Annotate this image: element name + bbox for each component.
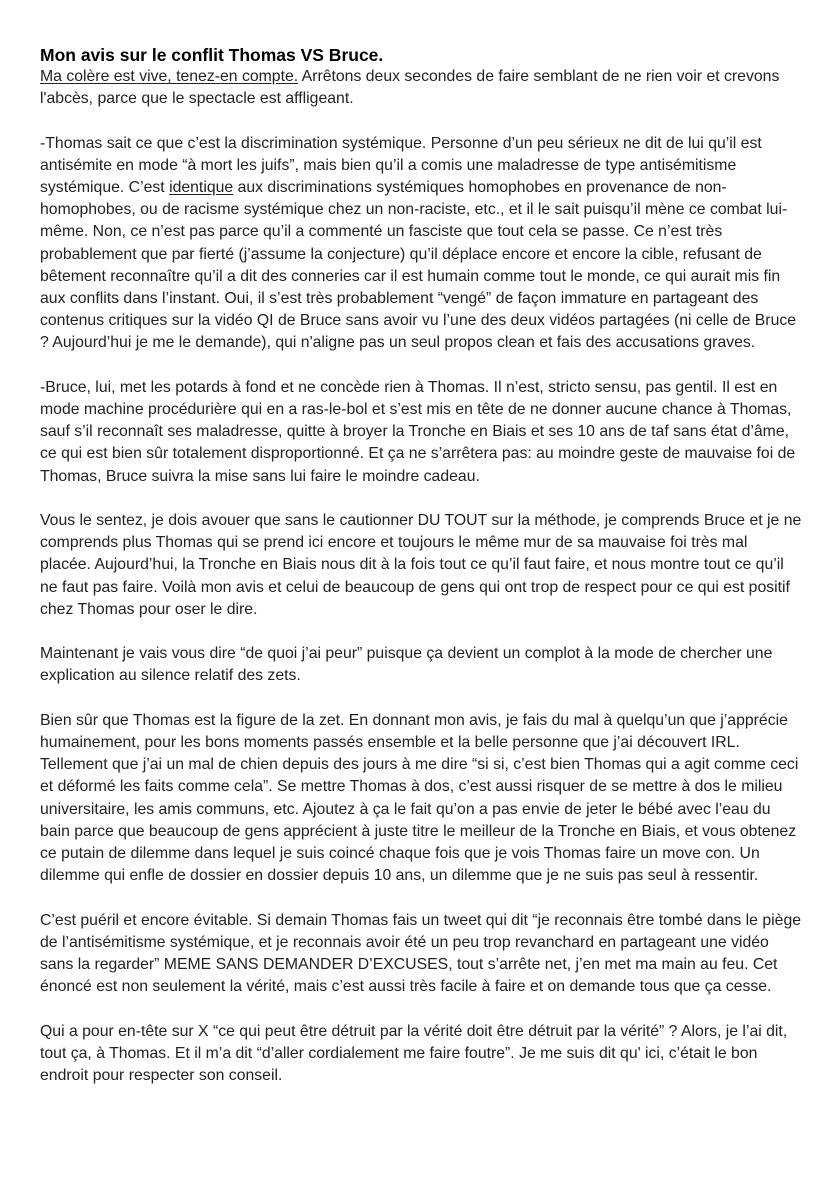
paragraph-thomas [40, 133, 802, 355]
paragraph-thomas-text-before: -Thomas sait ce que c’est la discrimination systémique. Personne d’un peu sérieux ne dit de lui qu’il est antisémite en mode “à mort les juifs”, mais bien qu’il a comis une maladresse de type antisémitisme systémique. C’est [40, 134, 762, 196]
paragraph-fear: Maintenant je vais vous dire “de quoi j’ai peur” puisque ça devient un complot à la mode de chercher une explication au silence relatif des zets. [40, 645, 773, 685]
intro-underlined-text: Ma colère est vive, tenez-en compte. [40, 68, 299, 85]
paragraph-dilemma: Bien sûr que Thomas est la figure de la zet. En donnant mon avis, je fais du mal à quelqu’un que j’apprécie humainement, pour les bons moments passés ensemble et la belle personne que j’ai découvert IRL. Tellement que j’ai un mal de chien depuis des jours à me dire “si si, c’est bien Thomas qui a agit comme ceci et déformé les faits comme cela”. Se mettre Thomas à dos, c’est aussi risquer de se mettre à dos le milieu universitaire, les amis communs, etc. Ajoutez à ça le fait qu’on a pas envie de jeter le bébé avec l’eau du bain parce que beaucoup de gens apprécient à juste titre le meilleur de la Tronche en Biais, et vous obtenez ce putain de dilemme dans lequel je suis coincé chaque fois que je vois Thomas faire un move con. Un dilemme qui enfle de dossier en dossier depuis 10 ans, un dilemme que je ne suis pas seul à ressentir. [40, 711, 799, 885]
document-body [40, 44, 802, 1109]
paragraph-bruce: -Bruce, lui, met les potards à fond et ne concède rien à Thomas. Il n’est, stricto sensu, pas gentil. Il est en mode machine procédurière qui en a ras-le-bol et s’est mis en tête de ne donner aucune chance à Thomas, sauf s’il reconnaît ses maladresse, quitte à broyer la Tronche en Biais et ses 10 ans de taf sans état d’âme, ce qui est bien sûr totalement disproportionné. Et ça ne s’arrêtera pas: au moindre geste de mauvaise foi de Thomas, Bruce suivra la mise sans lui faire le moindre cadeau. [40, 378, 796, 485]
document-title: Mon avis sur le conflit Thomas VS Bruce. [40, 45, 384, 65]
intro-text: Arrêtons deux secondes de faire semblant de ne rien voir et crevons l'abcès, parce que le spectacle est affligeant. [40, 68, 780, 108]
paragraph-opinion: Vous le sentez, je dois avouer que sans le cautionner DU TOUT sur la méthode, je comprends Bruce et je ne comprends plus Thomas qui se prend ici encore et toujours le même mur de sa mauvaise foi très mal placée. Aujourd’hui, la Tronche en Biais nous dit à la fois tout ce qu’il faut faire, et nous montre tout ce qu’il ne faut pas faire. Voilà mon avis et celui de beaucoup de gens qui ont trop de respect pour ce qui est positif chez Thomas pour oser le dire. [40, 512, 802, 618]
intro-paragraph [40, 66, 802, 110]
paragraph-conclusion: Qui a pour en-tête sur X “ce qui peut être détruit par la vérité doit être détruit par la vérité” ? Alors, je l’ai dit, tout ça, à Thomas. Et il m’a dit “d’aller cordialement me faire foutre”. Je me suis dit qu' ici, c’était le bon endroit pour respecter son conseil. [40, 1022, 788, 1085]
underlined-word-identique: identique [169, 179, 234, 196]
paragraph-solution: C’est puéril et encore évitable. Si demain Thomas fais un tweet qui dit “je reconnais être tombé dans le piège de l’antisémitisme systémique, et je reconnais avoir été un peu trop revanchard en partageant une vidéo sans la regarder” MEME SANS DEMANDER D’EXCUSES, tout s’arrête net, j’en met ma main au feu. Cet énoncé est non seulement la vérité, mais c’est aussi très facile à faire et on demande tous que ça cesse. [40, 911, 802, 996]
paragraph-thomas-text-after: aux discriminations systémiques homophobes en provenance de non-homophobes, ou de racisme systémique chez un non-raciste, etc., et il le sait puisqu’il mène ce combat lui-même. Non, ce n’est pas parce qu’il a commenté un fasciste que tout cela se passe. Ce n’est très probablement que par fierté (j’assume la conjecture) qu’il déplace encore et encore la cible, refusant de bêtement reconnaître qu’il a dit des conneries car il est humain comme tout le monde, ce qui aurait mis fin aux conflits dans l’instant. Oui, il s’est très probablement “vengé” de façon immature en partageant des contenus critiques sur la vidéo QI de Bruce sans avoir vu l’une des deux vidéos partagées (ni celle de Bruce ? Aujourd’hui je me le demande), qui n'aligne pas un seul propos clean et fais des accusations graves. [40, 179, 797, 352]
